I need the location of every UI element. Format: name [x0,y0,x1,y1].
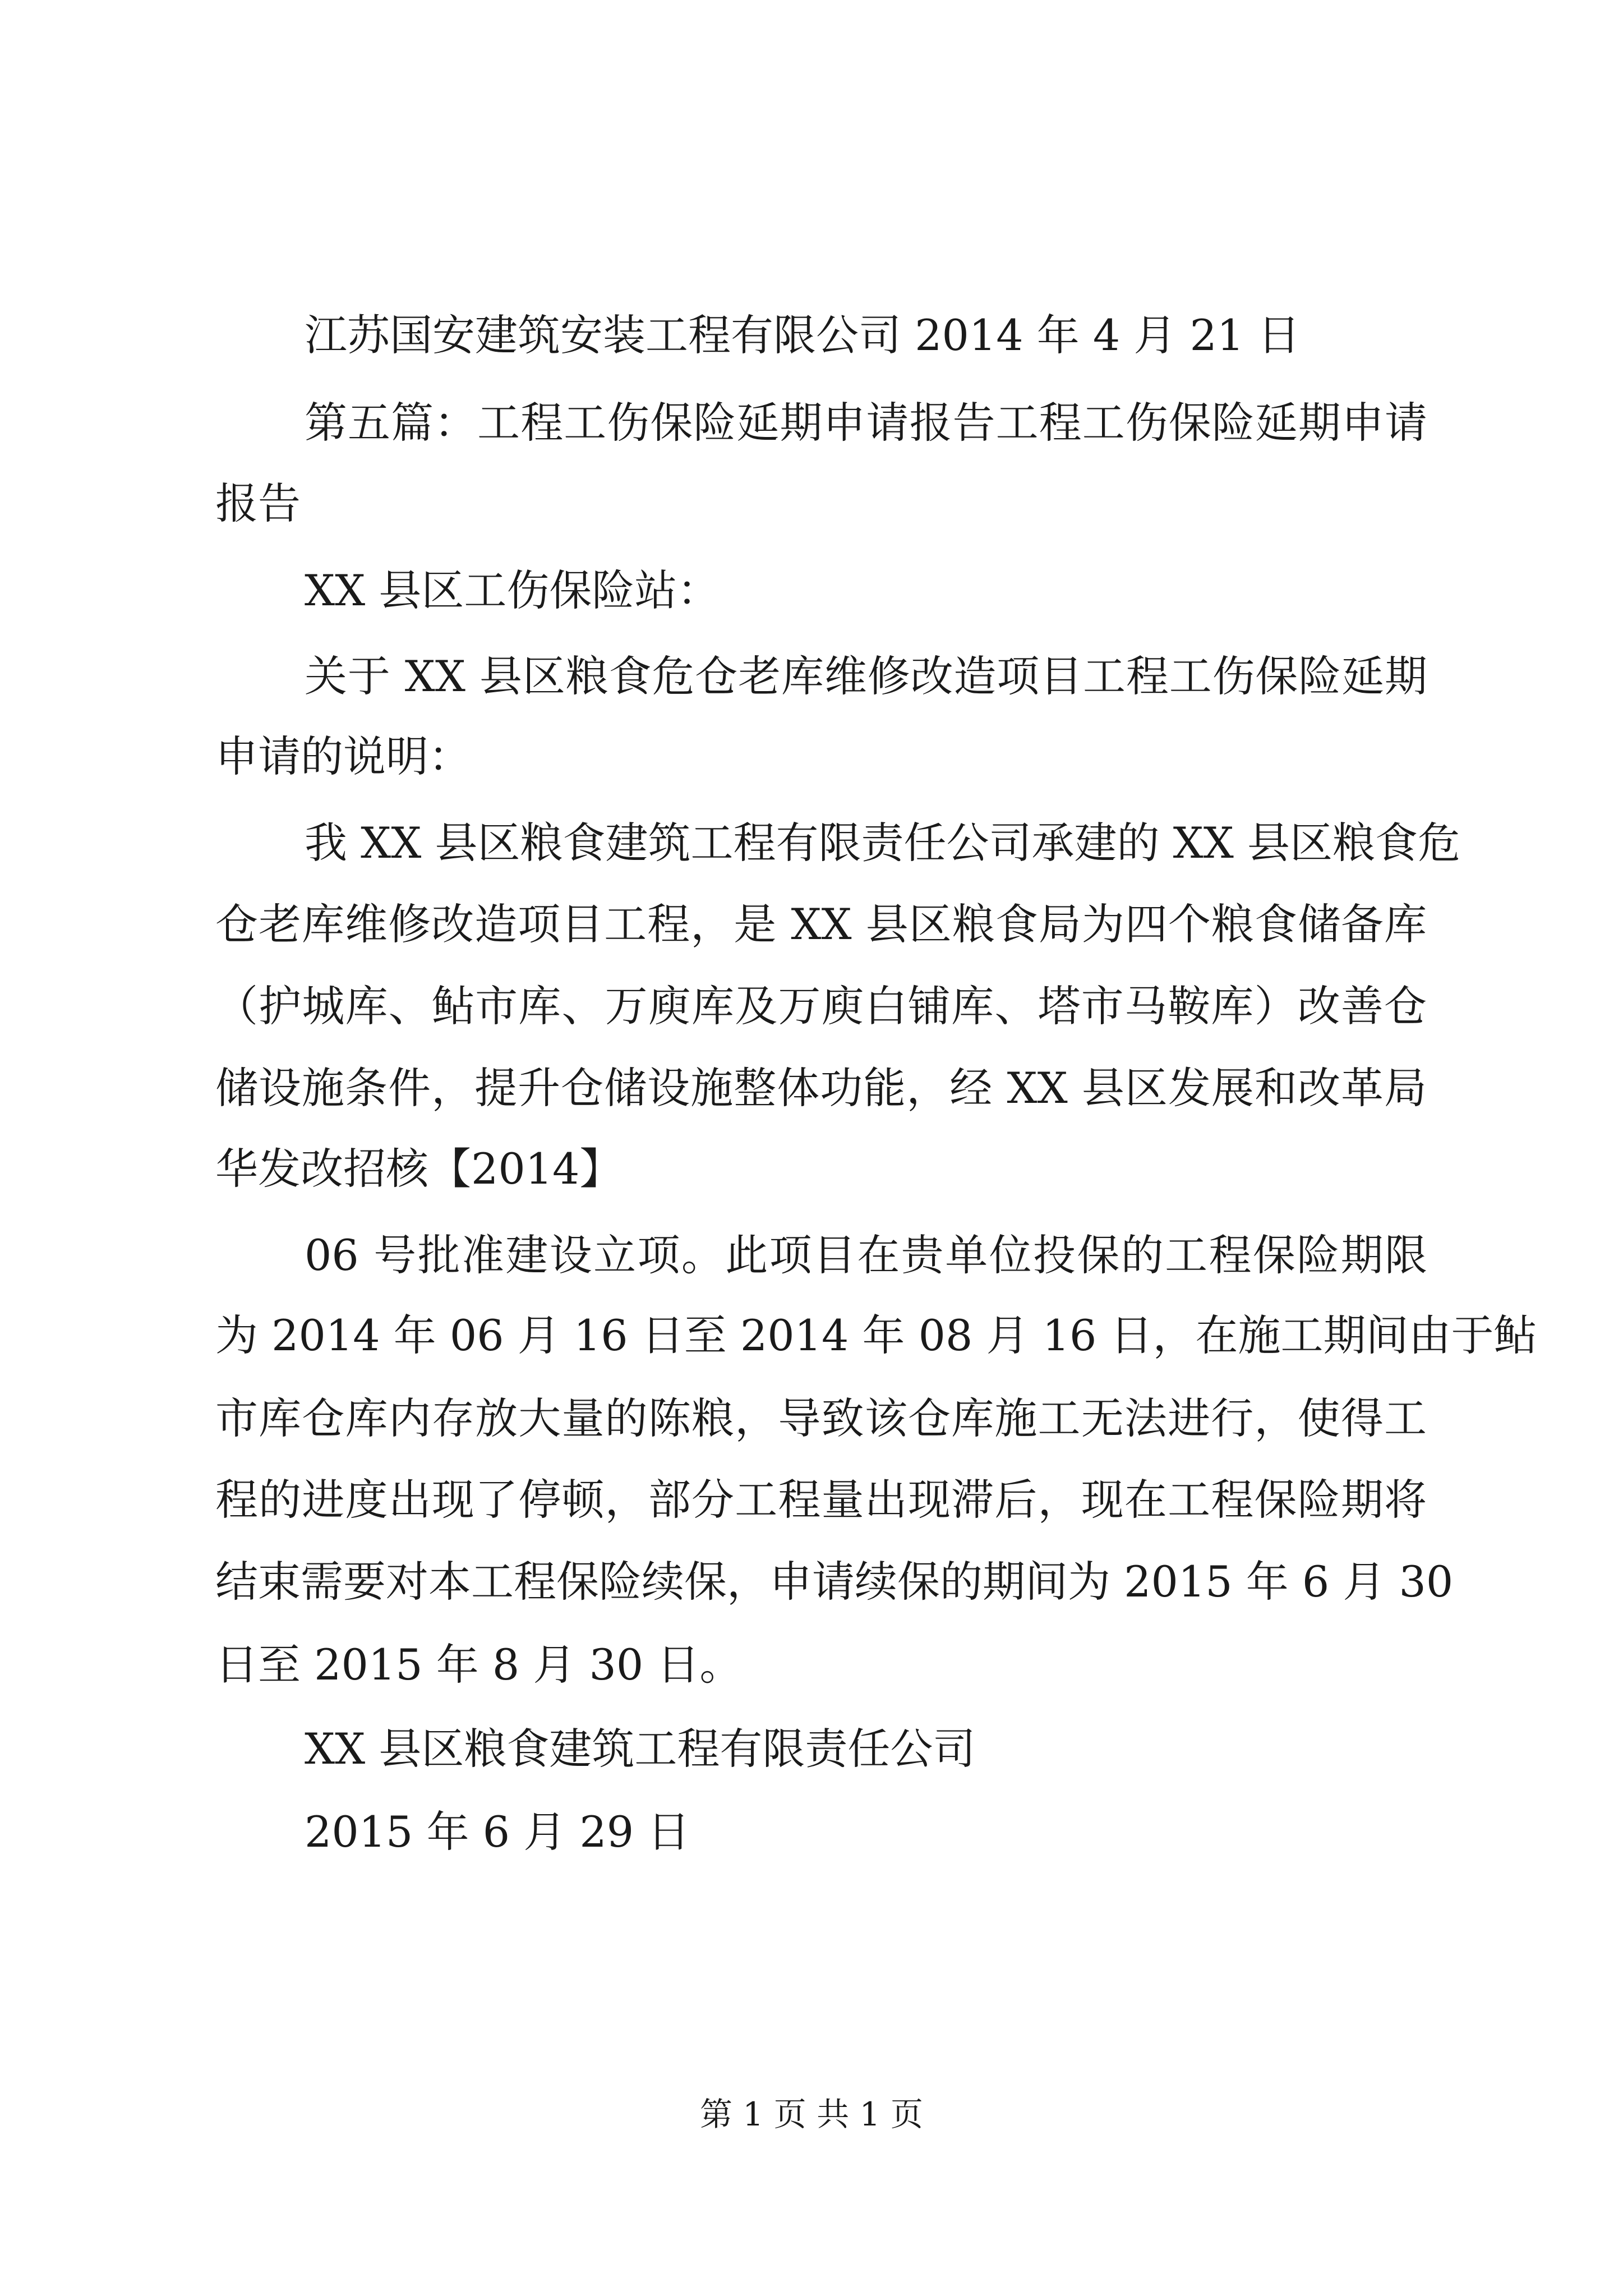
subject-line-1: 关于 XX 县区粮食危仓老库维修改造项目工程工伤保险延期 [305,651,1427,701]
body-paragraph-1-line-2: 仓老库维修改造项目工程，是 XX 县区粮食局为四个粮食储备库 [215,899,1427,949]
body-paragraph-1-line-5: 华发改招核【2014】 [215,1144,623,1194]
body-paragraph-1-line-3: （护城库、鲇市库、万庾库及万庾白铺库、塔市马鞍库）改善仓 [215,981,1427,1031]
body-paragraph-2-line-2: 为 2014 年 06 月 16 日至 2014 年 08 月 16 日，在施工期间由于鲇 [215,1310,1537,1360]
signature-date: 2015 年 6 月 29 日 [305,1807,690,1857]
body-paragraph-2-line-6: 日至 2015 年 8 月 30 日。 [215,1640,743,1690]
body-paragraph-2-line-3: 市库仓库内存放大量的陈粮，导致该仓库施工无法进行，使得工 [215,1393,1427,1443]
signature-company: XX 县区粮食建筑工程有限责任公司 [305,1724,976,1774]
body-paragraph-1-line-1: 我 XX 县区粮食建筑工程有限责任公司承建的 XX 县区粮食危 [305,818,1461,868]
body-paragraph-1-line-4: 储设施条件，提升仓储设施整体功能，经 XX 县区发展和改革局 [215,1063,1427,1113]
chapter-heading-line-1: 第五篇：工程工伤保险延期申请报告工程工伤保险延期申请 [305,398,1427,448]
chapter-heading-line-2: 报告 [215,478,301,528]
body-paragraph-2-line-5: 结束需要对本工程保险续保，申请续保的期间为 2015 年 6 月 30 [215,1557,1454,1607]
body-paragraph-2-line-1: 06 号批准建设立项。此项目在贵单位投保的工程保险期限 [305,1230,1427,1280]
body-paragraph-2-line-4: 程的进度出现了停顿，部分工程量出现滞后，现在工程保险期将 [215,1475,1427,1525]
closing-company-date-line: 江苏国安建筑安装工程有限公司 2014 年 4 月 21 日 [305,310,1301,360]
page-number-footer: 第 1 页 共 1 页 [700,2095,923,2133]
salutation-line: XX 县区工伤保险站： [305,565,720,615]
subject-line-2: 申请的说明： [215,731,471,781]
